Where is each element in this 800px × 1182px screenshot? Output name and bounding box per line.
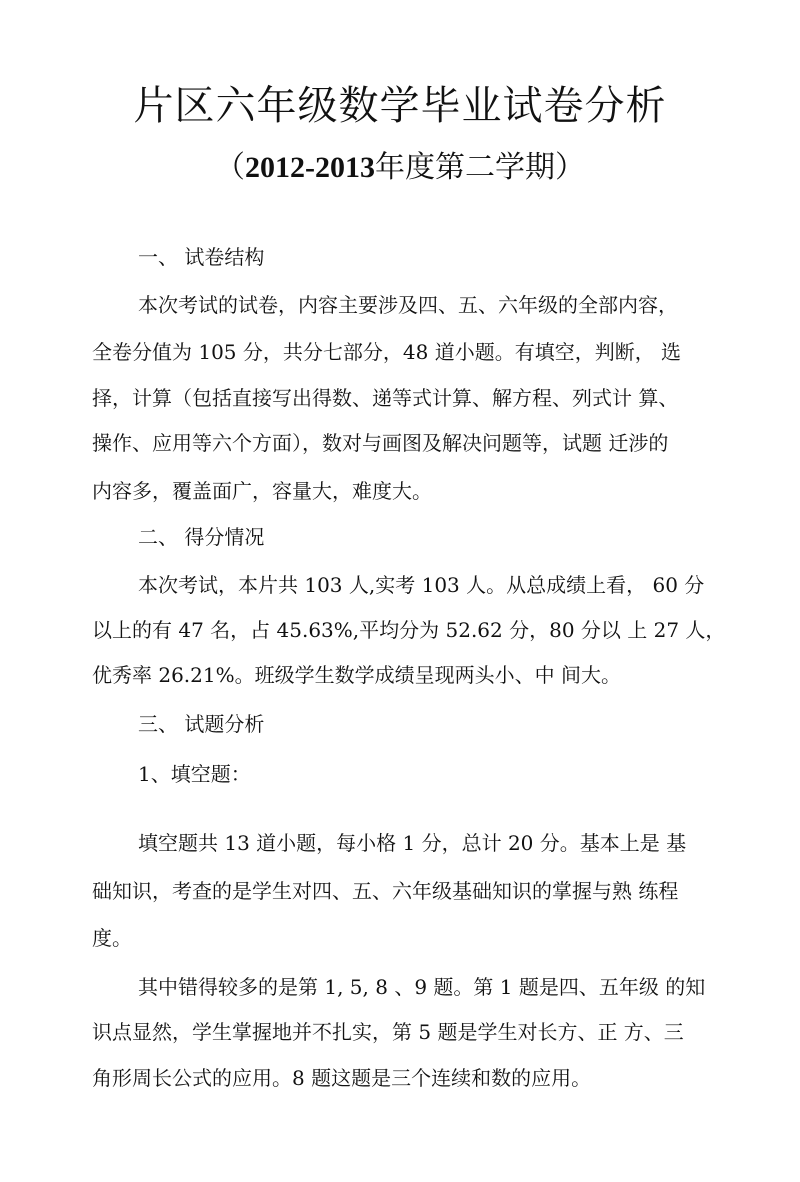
paragraph-line: 识点显然，学生掌握地并不扎实，第 5 题是学生对长方、正 方、三: [92, 1020, 684, 1044]
subtitle-open-paren: （: [215, 150, 245, 185]
section-1-line: 全卷分值为 105 分，共分七部分，48 道小题。有填空，判断， 选: [92, 340, 682, 364]
section-1-line: 本次考试的试卷，内容主要涉及四、五、六年级的全部内容，: [138, 293, 678, 317]
paragraph-line: 其中错得较多的是第 1, 5, 8 、9 题。第 1 题是四、五年级 的知: [138, 975, 706, 999]
section-1-line: 操作、应用等六个方面），数对与画图及解决问题等，试题 迁涉的: [92, 431, 669, 455]
paragraph-line: 础知识，考查的是学生对四、五、六年级基础知识的掌握与熟 练程: [92, 879, 679, 903]
section-3-subheading: 1、填空题：: [138, 762, 251, 786]
section-1-line: 内容多，覆盖面广，容量大，难度大。: [92, 479, 432, 503]
paragraph-line: 角形周长公式的应用。8 题这题是三个连续和数的应用。: [92, 1066, 592, 1090]
document-subtitle: [0, 142, 800, 186]
section-3-heading: 三、 试题分析: [138, 712, 265, 736]
section-2-line: 以上的有 47 名，占 45.63%,平均分为 52.62 分，80 分以 上 27 人，: [92, 618, 726, 642]
section-2-line: 本次考试，本片共 103 人,实考 103 人。从总成绩上看， 60 分: [138, 573, 705, 597]
document-title: 片区六年级数学毕业试卷分析: [133, 83, 667, 129]
section-2-heading: 二、 得分情况: [138, 525, 265, 549]
section-1-line: 择，计算（包括直接写出得数、递等式计算、解方程、列式计 算、: [92, 386, 679, 410]
paragraph-line: 度。: [92, 926, 132, 950]
subtitle-rest: 年度第二学期）: [375, 150, 585, 185]
section-1-heading: 一、 试卷结构: [138, 245, 265, 269]
subtitle-years: 2012-2013: [245, 151, 375, 184]
section-2-line: 优秀率 26.21%。班级学生数学成绩呈现两头小、中 间大。: [92, 663, 621, 687]
paragraph-line: 填空题共 13 道小题，每小格 1 分，总计 20 分。基本上是 基: [138, 831, 687, 855]
